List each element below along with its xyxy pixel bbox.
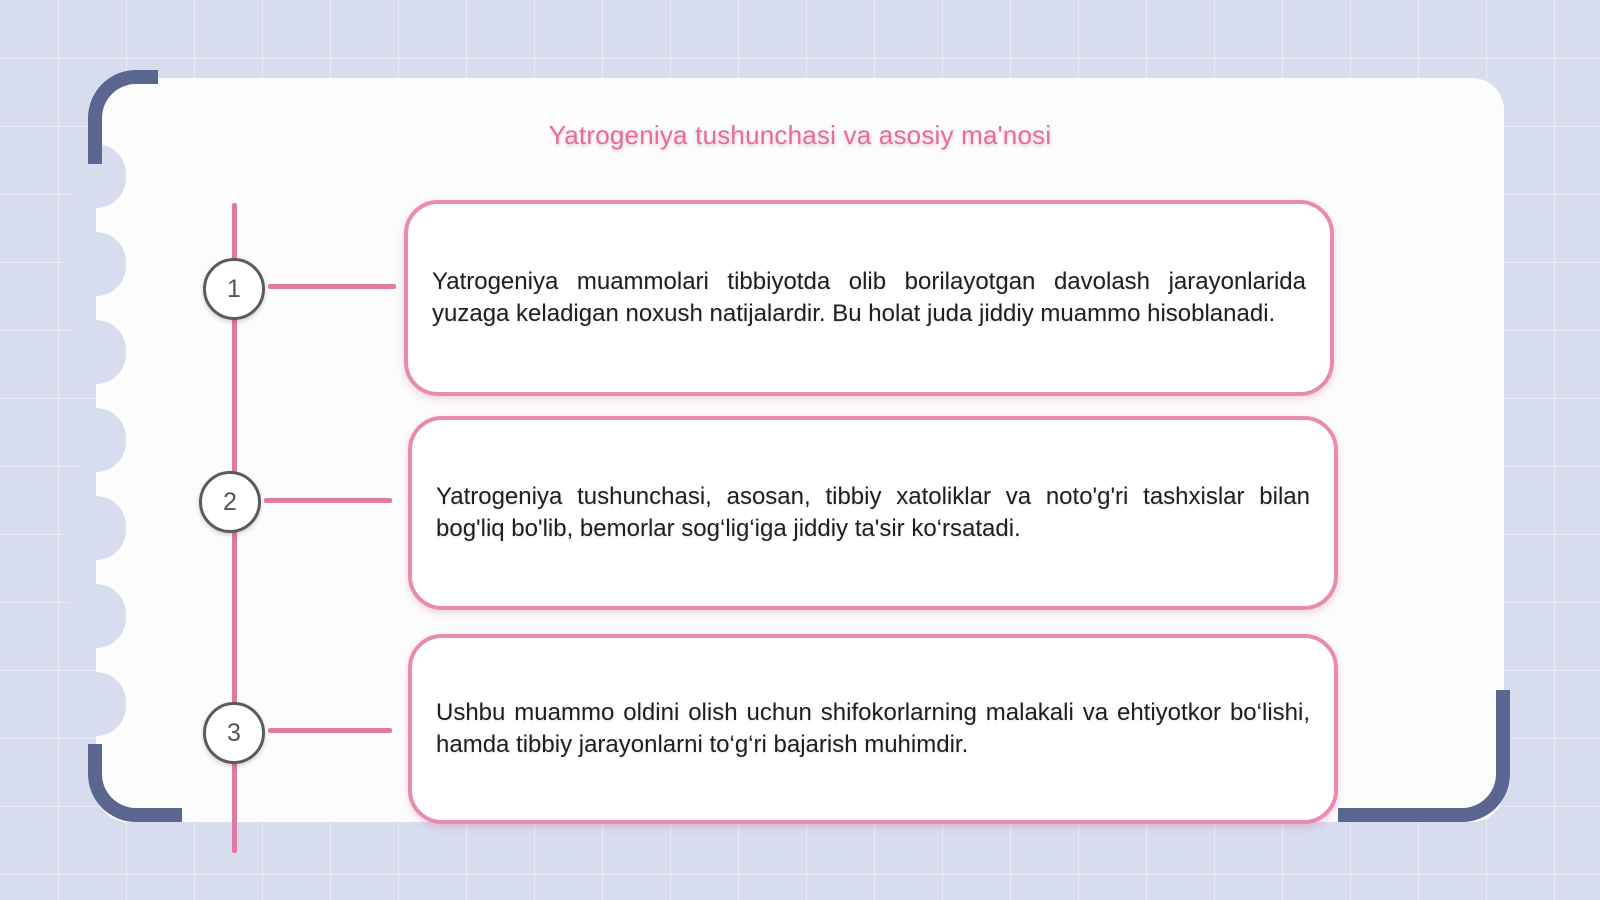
frame-corner-bottom-right [1338,690,1510,822]
paper-scallop [66,672,126,736]
marker-number: 1 [227,274,241,303]
marker-number: 3 [227,718,241,747]
marker-number: 2 [223,487,237,516]
timeline-card-3 [408,634,1338,824]
paper-scallop [66,408,126,472]
timeline-card-text: Yatrogeniya muammolari tibbiyotda olib borilayotgan davolash jarayonlarida yuzaga keladigan noxush natijalardir. Bu holat juda jiddiy muammo hisoblanadi. [432,268,1306,327]
frame-corner-bottom-left [88,744,182,822]
paper-scallop [66,496,126,560]
slide-title: Yatrogeniya tushunchasi va asosiy ma'nosi [548,120,1052,150]
timeline-marker-1 [203,258,265,320]
timeline-card-text: Yatrogeniya tushunchasi, asosan, tibbiy xatoliklar va noto'g'ri tashxislar bilan bog'liq bo'lib, bemorlar sog‘lig‘iga jiddiy ta'sir ko‘rsatadi. [436,483,1310,542]
timeline-card-1 [404,200,1334,396]
timeline-marker-2 [199,471,261,533]
timeline-connector-1 [268,284,396,289]
paper-scallop [66,584,126,648]
timeline-connector-3 [268,728,392,733]
paper-scallop [66,232,126,296]
timeline-connector-2 [264,498,392,503]
timeline-marker-3 [203,702,265,764]
timeline-card-text: Ushbu muammo oldini olish uchun shifokorlarning malakali va ehtiyotkor bo‘lishi, hamda tibbiy jarayonlarni to‘g‘ri bajarish muhimdir. [436,699,1310,758]
paper-scallop [66,320,126,384]
timeline-card-2 [408,416,1338,610]
